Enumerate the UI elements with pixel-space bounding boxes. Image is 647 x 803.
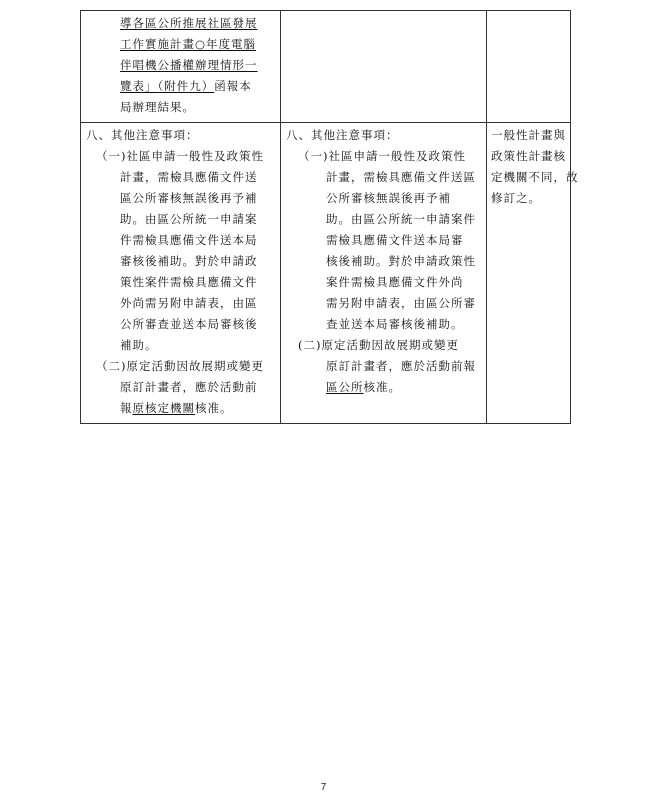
section-heading: 八、其他注意事項： bbox=[86, 128, 199, 142]
text-line bbox=[284, 377, 483, 398]
text-line: 計畫，需檢具應備文件送區 bbox=[326, 170, 476, 184]
text-fragment: 核准。 bbox=[363, 380, 401, 394]
text-line: 一般性計畫與 bbox=[491, 128, 566, 142]
current-cell-section-8 bbox=[281, 123, 487, 424]
text-line: 助。由區公所統一申請案件 bbox=[326, 212, 476, 226]
table-row-section-8 bbox=[81, 123, 571, 424]
text-line: （二)原定活動因故展期或變更 bbox=[96, 359, 264, 373]
text-line: （一)社區申請一般性及政策性 bbox=[96, 149, 264, 163]
text-line: 補助。 bbox=[120, 338, 158, 352]
text-line: 助。由區公所統一申請案 bbox=[120, 212, 258, 226]
text-line: 案件需檢具應備文件外尚 bbox=[326, 275, 464, 289]
current-cell-top bbox=[281, 11, 487, 123]
text-fragment: 核准。 bbox=[195, 401, 233, 415]
text-line: 局辦理結果。 bbox=[120, 100, 195, 114]
note-cell-section-8 bbox=[487, 123, 579, 424]
page-number: 7 bbox=[320, 782, 327, 793]
text-line: 原訂計畫者，應於活動前報 bbox=[326, 359, 476, 373]
text-line: （一)社區申請一般性及政策性 bbox=[298, 149, 466, 163]
amended-cell-section-8 bbox=[81, 123, 281, 424]
text-line: 公所審核無誤後再予補 bbox=[326, 191, 451, 205]
text-line: 原訂計畫者，應於活動前 bbox=[120, 380, 258, 394]
note-cell-top bbox=[487, 11, 571, 123]
section-heading: 八、其他注意事項： bbox=[286, 128, 399, 142]
text-line: 政策性計畫核 bbox=[491, 149, 566, 163]
text-line: 修訂之。 bbox=[491, 191, 541, 205]
text-line: 區公所審核無誤後再予補 bbox=[120, 191, 258, 205]
text-line: 查並送本局審核後補助。 bbox=[326, 317, 464, 331]
text-line: 外尚需另附申請表，由區 bbox=[120, 296, 258, 310]
text-line: 計畫，需檢具應備文件送 bbox=[120, 170, 258, 184]
text-line: 需另附申請表，由區公所審 bbox=[326, 296, 476, 310]
amended-term: 原核定機關 bbox=[132, 401, 195, 415]
text-line: 工作實施計畫○年度電腦 bbox=[120, 37, 257, 51]
amended-cell-top bbox=[81, 11, 281, 123]
text-line bbox=[84, 76, 277, 97]
text-line: 需檢具應備文件送本局審 bbox=[326, 233, 464, 247]
text-line: (二)原定活動因故展期或變更 bbox=[298, 338, 459, 352]
current-term: 區公所 bbox=[326, 380, 364, 394]
text-line: 定機關不同，故 bbox=[491, 170, 579, 184]
text-line: 件需檢具應備文件送本局 bbox=[120, 233, 258, 247]
text-line: 公所審查並送本局審核後 bbox=[120, 317, 258, 331]
text-line: 伴唱機公播權辦理情形一 bbox=[120, 58, 258, 72]
comparison-table bbox=[80, 10, 579, 424]
text-line bbox=[84, 398, 277, 419]
text-line: 核後補助。對於申請政策性 bbox=[326, 254, 476, 268]
text-fragment: 報 bbox=[120, 401, 133, 415]
table-row-previous-item bbox=[81, 11, 571, 123]
text-line: 策性案件需檢具應備文件 bbox=[120, 275, 258, 289]
text-fragment: 函報本 bbox=[214, 79, 252, 93]
text-line: 導各區公所推展社區發展 bbox=[120, 16, 258, 30]
text-line: 審核後補助。對於申請政 bbox=[120, 254, 258, 268]
annex-reference: 覽表」（附件九） bbox=[120, 79, 215, 93]
